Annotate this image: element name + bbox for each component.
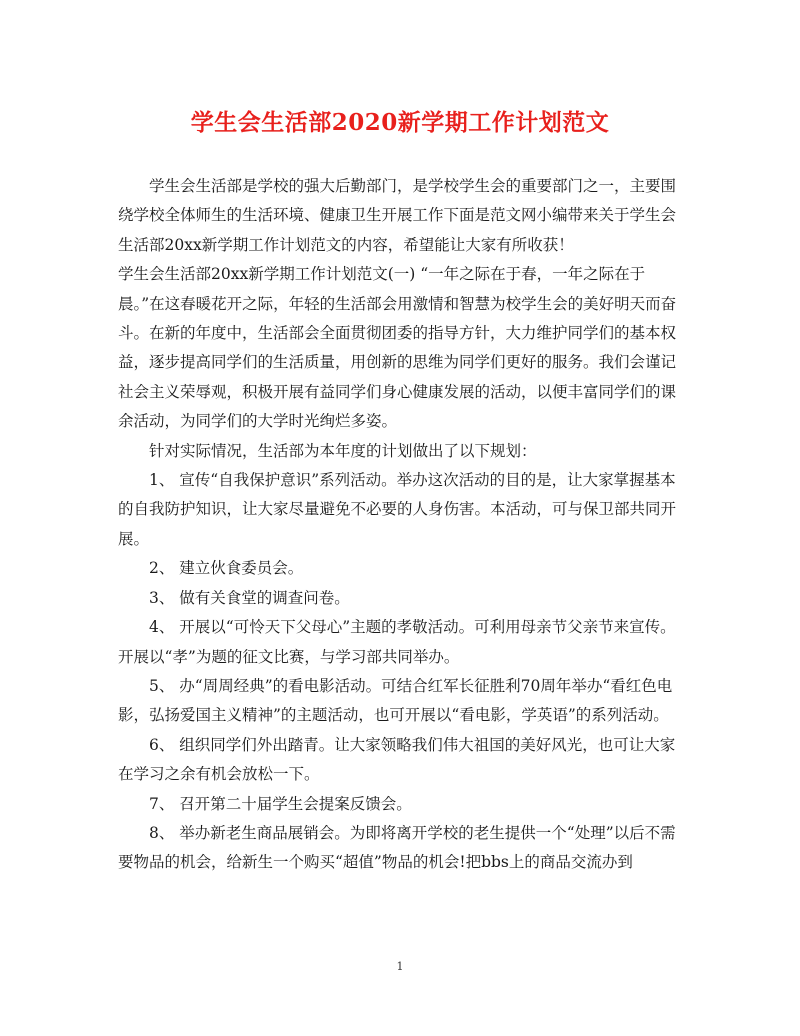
plan-item-5: 5、 办“周周经典”的看电影活动。可结合红军长征胜利70周年举办“看红色电影，弘扬爱国主义精神”的主题活动，也可开展以“看电影，学英语”的系列活动。	[118, 676, 673, 725]
plan-item-4: 4、 开展以“可怜天下父母心”主题的孝敬活动。可利用母亲节父亲节来宣传。开展以“孝”为题的征文比赛，与学习部共同举办。	[118, 618, 676, 666]
section-opening: “一年之际在于春，一年之际在于晨。”在这春暖花开之际，年轻的生活部会用激情和智慧为校学生会的美好明天而奋斗。在新的年度中，生活部会全面贯彻团委的指导方针，大力维护同学们的基本权益，逐步提高同学们的生活质量，用创新的思维为同学们更好的服务。我们会谨记社会主义荣辱观，积极开展有益同学们身心健康发展的活动，以便丰富同学们的课余活动，为同学们的大学时光绚烂多姿。	[118, 265, 677, 431]
document-body	[118, 172, 685, 878]
page-number: 1	[396, 960, 404, 973]
document-title: 学生会生活部2020新学期工作计划范文	[190, 109, 610, 136]
plan-item-6: 6、 组织同学们外出踏青。让大家领略我们伟大祖国的美好风光，也可让大家在学习之余有机会放松一下。	[118, 735, 676, 784]
plan-item-1: 1、 宣传“自我保护意识”系列活动。举办这次活动的目的是，让大家掌握基本的自我防护知识，让大家尽量避免不必要的人身伤害。本活动，可与保卫部共同开展。	[118, 471, 677, 548]
plan-item-2: 2、 建立伙食委员会。	[149, 559, 304, 578]
plan-item-7: 7、 召开第二十届学生会提案反馈会。	[149, 794, 412, 813]
intro-paragraph: 学生会生活部是学校的强大后勤部门，是学校学生会的重要部门之一，主要围绕学校全体师生的生活环境、健康卫生开展工作下面是范文网小编带来关于学生会生活部20xx新学期工作计划范文的内容，希望能让大家有所收获！	[118, 177, 677, 254]
section-paragraph	[118, 260, 685, 436]
plan-intro: 针对实际情况，生活部为本年度的计划做出了以下规划：	[149, 441, 537, 460]
plan-item-8: 8、 举办新老生商品展销会。为即将离开学校的老生提供一个“处理”以后不需要物品的机会，给新生一个购买“超值”物品的机会!把bbs上的商品交流办到	[118, 823, 676, 872]
section-heading: 学生会生活部20xx新学期工作计划范文(一)	[118, 265, 416, 284]
plan-item-3: 3、 做有关食堂的调查问卷。	[149, 588, 350, 607]
